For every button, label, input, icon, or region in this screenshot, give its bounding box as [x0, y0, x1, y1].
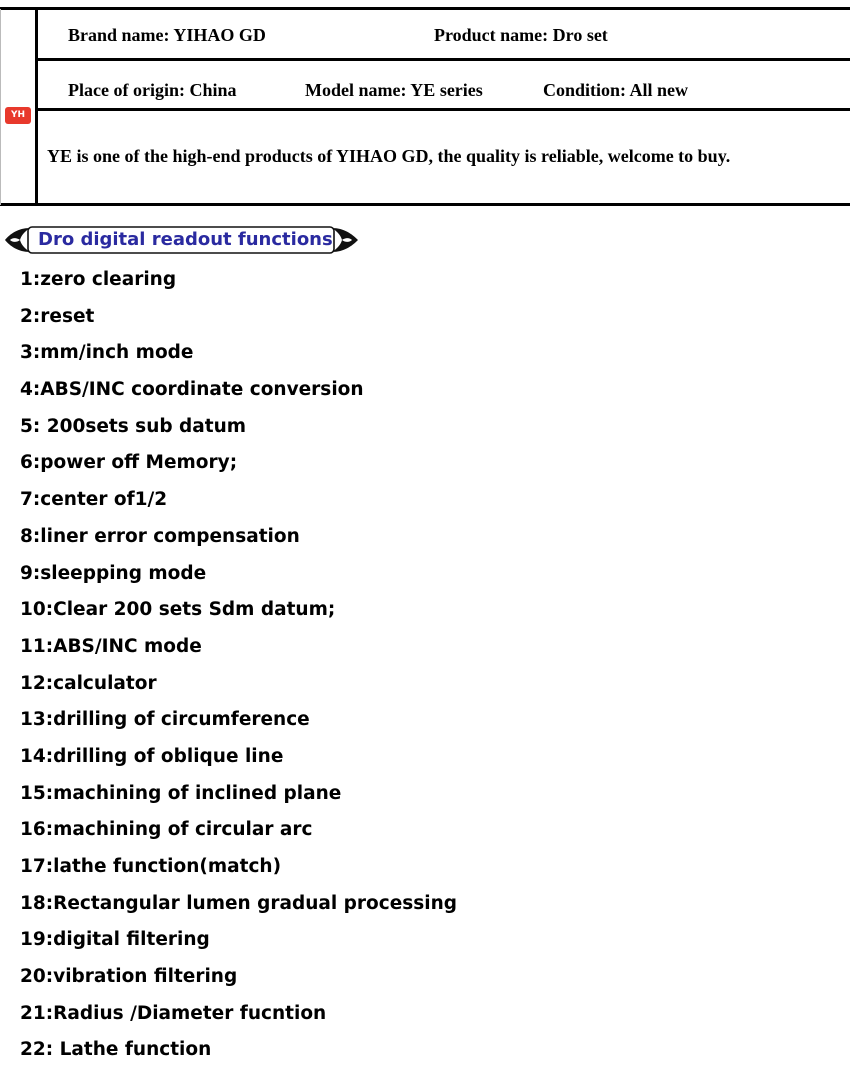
functions-title: Dro digital readout functions [38, 229, 333, 250]
list-item: 14:drilling of oblique line [20, 745, 284, 767]
product-name: Product name: Dro set [434, 25, 608, 45]
brand-name: Brand name: YIHAO GD [68, 25, 266, 45]
list-item: 8:liner error compensation [20, 525, 300, 547]
functions-banner [4, 224, 360, 256]
list-item: 7:center of1/2 [20, 489, 168, 511]
list-item: 13:drilling of circumference [20, 709, 310, 731]
list-item: 1:zero clearing [20, 269, 177, 290]
table-divider-2 [37, 108, 850, 111]
list-item: 11:ABS/INC mode [20, 635, 202, 657]
table-top-border [0, 7, 850, 10]
list-item: 5: 200sets sub datum [20, 415, 247, 437]
list-item: 20:vibration filtering [20, 966, 238, 988]
table-bottom-border [0, 203, 850, 206]
list-item: 18:Rectangular lumen gradual processing [20, 892, 458, 914]
list-item: 10:Clear 200 sets Sdm datum; [20, 599, 336, 621]
condition: Condition: All new [543, 80, 689, 100]
place-of-origin: Place of origin: China [68, 80, 237, 100]
list-item: 4:ABS/INC coordinate conversion [20, 379, 364, 401]
list-item: 3:mm/inch mode [20, 342, 194, 364]
list-item: 6:power off Memory; [20, 452, 238, 474]
list-item: 22: Lathe function [20, 1039, 212, 1061]
list-item: 12:calculator [20, 672, 157, 694]
table-divider-1 [37, 58, 850, 61]
functions-list [20, 262, 457, 1069]
list-item: 15:machining of inclined plane [20, 782, 342, 804]
list-item: 17:lathe function(match) [20, 856, 282, 877]
model-name: Model name: YE series [305, 80, 483, 100]
list-item: 21:Radius /Diameter fucntion [20, 1002, 327, 1024]
list-item: 9:sleepping mode [20, 562, 207, 584]
brand-logo: YH [5, 107, 31, 124]
list-item: 19:digital filtering [20, 929, 210, 951]
logo-column [0, 9, 37, 206]
spec-table [0, 0, 850, 207]
product-description: YE is one of the high-end products of YIHAO GD, the quality is reliable, welcome to buy. [47, 146, 731, 166]
list-item: 2:reset [20, 305, 95, 327]
list-item: 16:machining of circular arc [20, 819, 313, 841]
